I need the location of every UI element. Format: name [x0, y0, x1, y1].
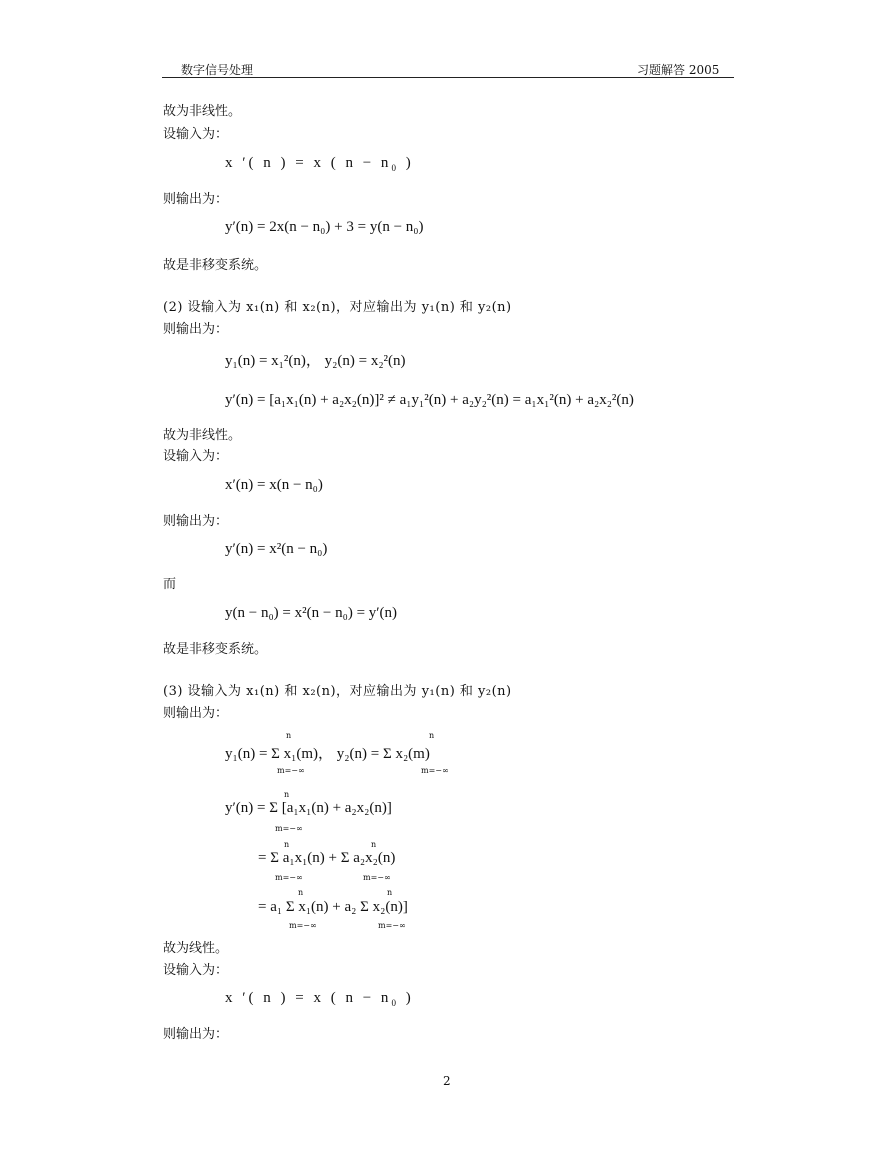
- header-subtitle: 习题解答 2005: [637, 63, 720, 77]
- sum-upper-limit: n: [429, 731, 435, 740]
- equation: y′(n) = 2x(n − n₀) + 3 = y(n − n₀): [225, 219, 424, 235]
- sum-upper-limit: n: [371, 840, 377, 849]
- equation: x ′( n ) = x ( $n - n_0$ ): [225, 990, 414, 1008]
- section-statement: (3) 设输入为 x₁(n) 和 x₂(n)，对应输出为 y₁(n) 和 y₂(n): [163, 684, 512, 699]
- text-line: 故是非移变系统。: [163, 642, 268, 657]
- sum-lower-limit: m=−∞: [363, 873, 391, 882]
- sum-upper-limit: n: [286, 731, 292, 740]
- header-rule: [162, 77, 734, 78]
- sum-upper-limit: n: [298, 888, 304, 897]
- text-line: 则输出为：: [163, 322, 229, 337]
- sum-lower-limit: m=−∞: [421, 766, 449, 775]
- text-line: 则输出为：: [163, 706, 229, 721]
- sum-upper-limit: n: [284, 790, 290, 799]
- equation: y′(n) = x²(n − n₀): [225, 541, 328, 557]
- text-line: 设输入为：: [163, 449, 229, 464]
- sum-lower-limit: m=−∞: [289, 921, 317, 930]
- text-line: 故为线性。: [163, 941, 229, 956]
- sum-lower-limit: m=−∞: [275, 824, 303, 833]
- sum-upper-limit: n: [387, 888, 393, 897]
- text-line: 则输出为：: [163, 1027, 229, 1042]
- equation: y′(n) = [a₁x₁(n) + a₂x₂(n)]² ≠ a₁y₁²(n) + a₂y₂²(n) = a₁x₁²(n) + a₂x₂²(n): [225, 392, 634, 408]
- equation: = Σ a₁x₁(n) + Σ a₂x₂(n): [258, 850, 396, 866]
- text-line: 则输出为：: [163, 192, 229, 207]
- equation: y₁(n) = x₁²(n)， y₂(n) = x₂²(n): [225, 353, 406, 369]
- text-line: 故为非线性。: [163, 104, 242, 119]
- text-line: 则输出为：: [163, 514, 229, 529]
- equation: = a₁ Σ x₁(n) + a₂ Σ x₂(n)]: [258, 899, 408, 915]
- text-line: 而: [163, 577, 177, 592]
- section-statement: (2) 设输入为 x₁(n) 和 x₂(n)，对应输出为 y₁(n) 和 y₂(n): [163, 300, 512, 315]
- equation: y₁(n) = Σ x₁(m)， y₂(n) = Σ x₂(m): [225, 746, 430, 762]
- text-line: 设输入为：: [163, 127, 229, 142]
- page-number: 2: [443, 1074, 451, 1088]
- text-line: 设输入为：: [163, 963, 229, 978]
- text-line: 故是非移变系统。: [163, 258, 268, 273]
- equation: x ′( n ) = x ( $n - n_0$ ): [225, 155, 414, 173]
- sum-lower-limit: m=−∞: [378, 921, 406, 930]
- equation: y′(n) = Σ [a₁x₁(n) + a₂x₂(n)]: [225, 800, 392, 816]
- equation: x′(n) = x(n − n₀): [225, 477, 323, 493]
- sum-lower-limit: m=−∞: [275, 873, 303, 882]
- text-line: 故为非线性。: [163, 428, 242, 443]
- header-title: 数字信号处理: [181, 63, 254, 77]
- sum-lower-limit: m=−∞: [277, 766, 305, 775]
- sum-upper-limit: n: [284, 840, 290, 849]
- equation: y(n − n₀) = x²(n − n₀) = y′(n): [225, 605, 398, 621]
